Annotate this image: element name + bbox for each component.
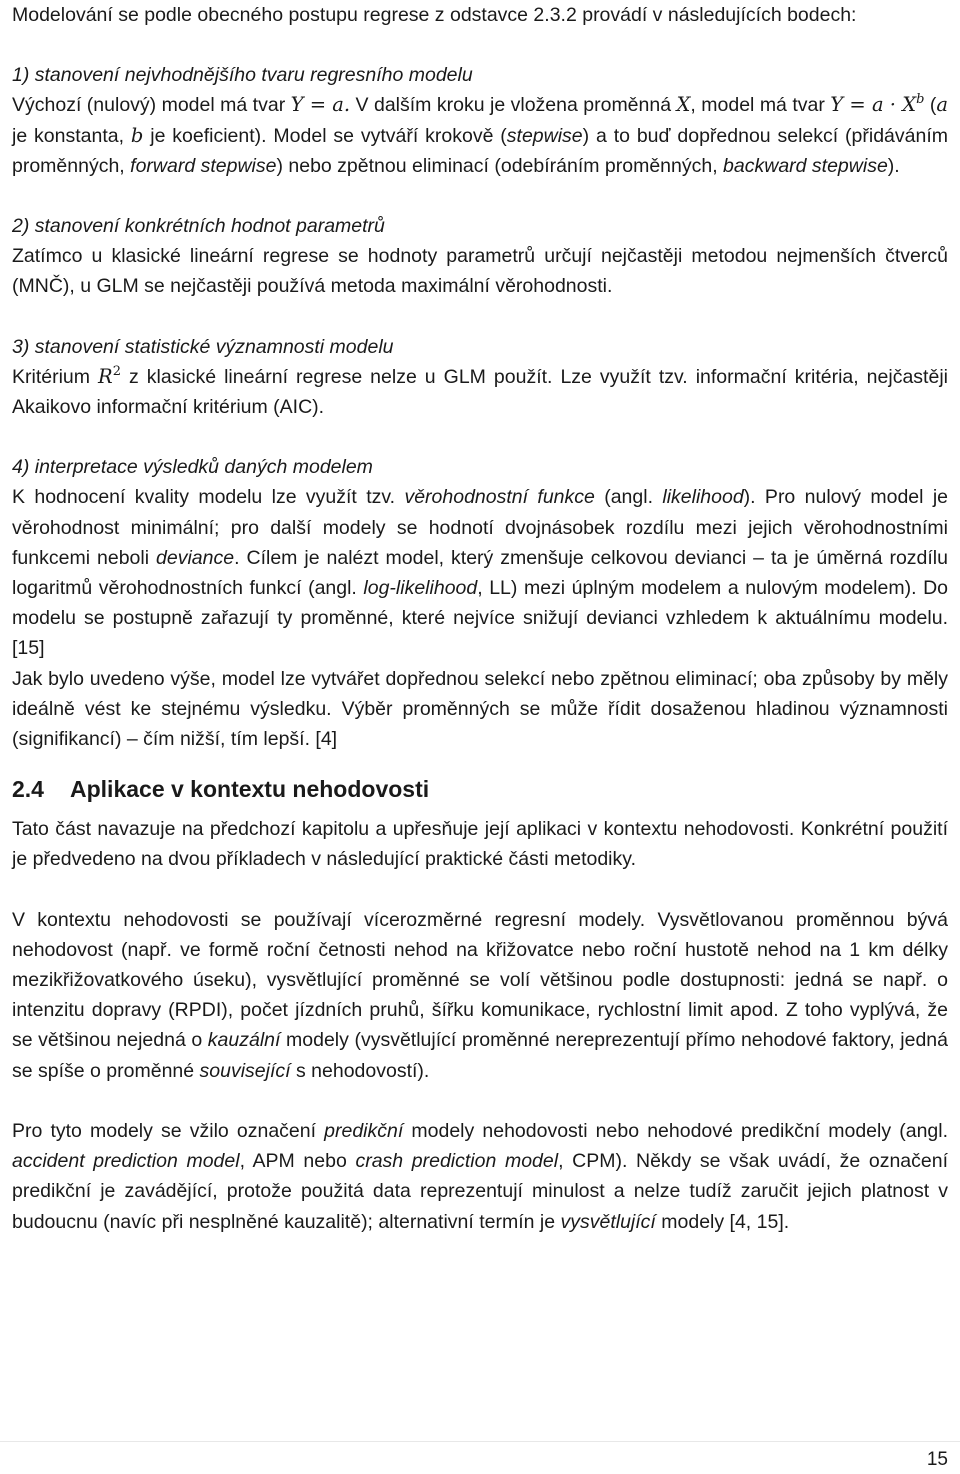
step4-text: . Cílem je nalézt model, který zmenšuje celkovou devianci – ta je úměrná rozdílu logaritmů věrohodnostních funkcí (angl.: [12, 546, 948, 600]
step1-text: je koeficient). Model se vytváří krokově (: [143, 124, 507, 147]
body-text: Pro tyto modely se vžilo označení: [12, 1119, 325, 1142]
step1-text: ) a to buď dopřednou selekcí (přidáváním proměnných,: [12, 124, 949, 177]
step4-paragraph: [12, 482, 948, 663]
formula-exponent: b: [916, 92, 925, 108]
spacer: [12, 806, 948, 814]
step1-text: V dalším kroku je vložena proměnná: [350, 94, 677, 117]
step1-text: je konstanta,: [12, 124, 131, 147]
formula-a: a: [936, 93, 949, 117]
body-paragraph-2: [12, 905, 948, 1086]
term-predictive: predikční: [324, 1119, 404, 1142]
step1-heading-text: 1) stanovení nejvhodnějšího tvaru regresního modelu: [12, 64, 473, 87]
spacer: [12, 422, 948, 452]
formula-model: Y = a · X: [830, 93, 917, 117]
body-text: , APM nebo: [239, 1150, 356, 1173]
step4-text: Jak bylo uvedeno výše, model lze vytvářet dopřednou selekcí nebo zpětnou eliminací; oba způsoby by měly ideálně vést ke stejnému výsledku. Výběr proměnných se může řídit dosaženou hladinou významnosti (signifikancí) – čím nižší, tím lepší. [4]: [12, 667, 948, 751]
step3-text: z klasické lineární regrese nelze u GLM použít. Lze využít tzv. informační kritéria, nejčastěji Akaikovo informační kritérium (AIC).: [12, 365, 948, 419]
formula-r: R: [98, 364, 113, 388]
page-number: 15: [926, 1449, 948, 1470]
body-text: s nehodovostí).: [290, 1059, 430, 1082]
step2-heading: [12, 211, 948, 241]
body-text: V kontextu nehodovosti se používají vícerozměrné regresní modely. Vysvětlovanou proměnnou bývá nehodovost (např. ve formě roční četnosti nehod na křižovatce nebo roční hustotě nehod na 1 km délky mezikřižovatkového úseku), vysvětlující proměnné se volí většinou podle dostupnosti: jedná se např. o intenzitu dopravy (RPDI), počet jízdních pruhů, šířku komunikace, rychlostní limit apod. Z toho vyplývá, že se většinou nejedná o: [12, 908, 948, 1052]
formula-r-exponent: 2: [112, 363, 121, 379]
step1-paragraph: [12, 90, 948, 181]
term-likelihood-function: věrohodnostní funkce: [404, 486, 595, 509]
body-paragraph-3: [12, 1116, 948, 1237]
term-backward-stepwise: backward stepwise: [723, 154, 888, 177]
step1-heading: [12, 60, 948, 90]
body-paragraph-1: [12, 814, 948, 874]
intro-paragraph: [12, 0, 948, 30]
step1-text: ).: [887, 154, 900, 177]
formula-null-model: Y = a.: [290, 93, 351, 117]
step4-text: , LL) mezi úplným modelem a nulovým modelem). Do modelu se postupně zařazují ty proměnné, které nejvíce snižují devianci vzhledem k aktuálnímu modelu. [15]: [12, 577, 948, 660]
term-apm: accident prediction model: [12, 1150, 240, 1173]
spacer: [12, 1086, 948, 1116]
step4-paragraph-2: [12, 664, 948, 755]
footer-divider: [0, 1441, 960, 1442]
step3-heading: [12, 332, 948, 362]
step1-text: Výchozí (nulový) model má tvar: [12, 94, 291, 117]
step4-heading-text: 4) interpretace výsledků daných modelem: [12, 456, 373, 479]
step1-text: (: [924, 94, 937, 117]
term-log-likelihood: log-likelihood: [363, 577, 478, 600]
term-stepwise: stepwise: [506, 124, 583, 147]
step2-text: Zatímco u klasické lineární regrese se hodnoty parametrů určují nejčastěji metodou nejmenších čtverců (MNČ), u GLM se nejčastěji používá metoda maximální věrohodnosti.: [12, 245, 948, 298]
section-number: 2.4: [12, 776, 44, 803]
term-related: související: [199, 1059, 291, 1082]
intro-text: Modelování se podle obecného postupu regrese z odstavce 2.3.2 provádí v následujících bodech:: [12, 4, 857, 26]
term-deviance: deviance: [156, 546, 235, 569]
body-text: modely nehodovosti nebo nehodové predikční modely (angl.: [403, 1119, 949, 1142]
step3-text: Kritérium: [12, 365, 99, 388]
spacer: [12, 302, 948, 332]
section-title: Aplikace v kontextu nehodovosti: [70, 776, 430, 803]
document-page: [12, 0, 948, 1237]
step4-heading: [12, 452, 948, 482]
body-text: modely (vysvětlující proměnné nereprezentují přímo nehodové faktory, jedná se spíše o proměnné: [12, 1029, 948, 1082]
body-text: , CPM). Někdy se však uvádí, že označení predikční je zavádějící, protože použitá data reprezentují minulost a nelze tudíž zaručit jejich platnost v budoucnu (navíc při nesplněné kauzalitě); alternativní termín je: [12, 1150, 948, 1233]
formula-variable-x: X: [676, 93, 691, 117]
step4-text: ). Pro nulový model je věrohodnost minimální; pro další modely se hodnotí dvojnásobek rozdílu mezi jejich věrohodnostními funkcemi neboli: [12, 486, 948, 569]
body-text: modely [4, 15].: [655, 1210, 790, 1233]
term-explanatory: vysvětlující: [560, 1210, 656, 1233]
term-likelihood: likelihood: [662, 486, 744, 509]
term-causal: kauzální: [207, 1029, 281, 1052]
term-forward-stepwise: forward stepwise: [130, 154, 277, 177]
step1-text: , model má tvar: [690, 94, 831, 117]
term-cpm: crash prediction model: [355, 1150, 559, 1173]
formula-b: b: [130, 123, 144, 147]
body-text: Tato část navazuje na předchozí kapitolu a upřesňuje její aplikaci v kontextu nehodovosti. Konkrétní použití je předvedeno na dvou příkladech v následující praktické části metodiky.: [12, 818, 948, 871]
spacer: [12, 875, 948, 905]
spacer: [12, 181, 948, 211]
spacer: [12, 30, 948, 60]
spacer: [12, 754, 948, 772]
step2-paragraph: [12, 241, 948, 301]
step1-text: ) nebo zpětnou eliminací (odebíráním proměnných,: [276, 154, 724, 177]
step2-heading-text: 2) stanovení konkrétních hodnot parametrů: [12, 215, 385, 238]
section-heading: [12, 772, 948, 806]
step3-paragraph: [12, 362, 948, 422]
step4-text: K hodnocení kvality modelu lze využít tzv.: [12, 486, 405, 509]
step4-text: (angl.: [594, 486, 663, 509]
step3-heading-text: 3) stanovení statistické významnosti modelu: [12, 335, 394, 358]
